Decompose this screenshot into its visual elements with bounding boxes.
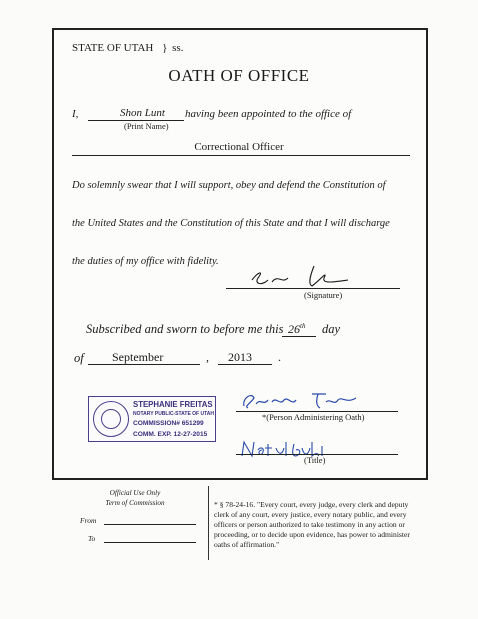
sworn-year: 2013 bbox=[228, 350, 252, 364]
to-label: To bbox=[88, 534, 96, 543]
state-heading bbox=[72, 42, 183, 54]
term-of-commission-heading: Term of Commission bbox=[105, 499, 165, 507]
sworn-text: Subscribed and sworn to before me this bbox=[86, 322, 284, 336]
printed-name: Shon Lunt bbox=[120, 107, 165, 119]
from-field bbox=[104, 524, 196, 525]
appointment-text: having been appointed to the office of bbox=[185, 108, 352, 120]
notary-seal-icon bbox=[93, 401, 129, 437]
date-comma: , bbox=[206, 350, 209, 364]
state-brace: } bbox=[162, 42, 168, 54]
of-word: of bbox=[74, 351, 84, 365]
official-use-heading: Official Use Only bbox=[109, 489, 161, 497]
document-title: OATH OF OFFICE bbox=[168, 66, 310, 85]
administrator-caption: *(Person Administering Oath) bbox=[262, 412, 365, 422]
oath-line-2: the United States and the Constitution of this State and that I will discharge bbox=[72, 218, 390, 229]
i-label: I, bbox=[72, 108, 79, 120]
day-ordinal-suffix: th bbox=[300, 322, 306, 330]
sworn-month: September bbox=[112, 350, 164, 364]
stamp-commission-expiry: COMM. EXP. 12-27-2015 bbox=[133, 431, 208, 438]
sworn-day bbox=[288, 322, 305, 337]
signature-caption: (Signature) bbox=[304, 290, 343, 300]
stamp-state-line: NOTARY PUBLIC-STATE OF UTAH bbox=[133, 411, 215, 417]
title-caption: (Title) bbox=[304, 455, 326, 465]
notary-stamp bbox=[88, 396, 216, 442]
day-word: day bbox=[322, 322, 341, 336]
ss-label: ss. bbox=[172, 42, 184, 54]
oath-line-3: the duties of my office with fidelity. bbox=[72, 256, 219, 267]
date-period: . bbox=[278, 350, 281, 364]
to-field bbox=[104, 542, 196, 543]
print-name-caption: (Print Name) bbox=[124, 121, 169, 131]
office-underline bbox=[72, 155, 410, 156]
stamp-commission-number: COMMISSION# 651299 bbox=[133, 420, 204, 427]
oath-line-1: Do solemnly swear that I will support, obey and defend the Constitution of bbox=[72, 180, 386, 191]
signature-line bbox=[226, 288, 400, 289]
footer-divider bbox=[208, 486, 209, 560]
state-line: STATE OF UTAH bbox=[72, 42, 154, 54]
office-title: Correctional Officer bbox=[194, 141, 284, 153]
from-label: From bbox=[80, 516, 97, 525]
statute-note: * § 78-24-16. "Every court, every judge, every clerk and deputy clerk of any court, every justice, every notary public, and every officers or person authorized to take testimony in any action or proceeding, or to decide upon evidence, has power to administer oaths of affirmation." bbox=[214, 500, 410, 549]
day-number: 26 bbox=[288, 322, 300, 336]
stamp-notary-name: STEPHANIE FREITAS bbox=[133, 400, 213, 409]
